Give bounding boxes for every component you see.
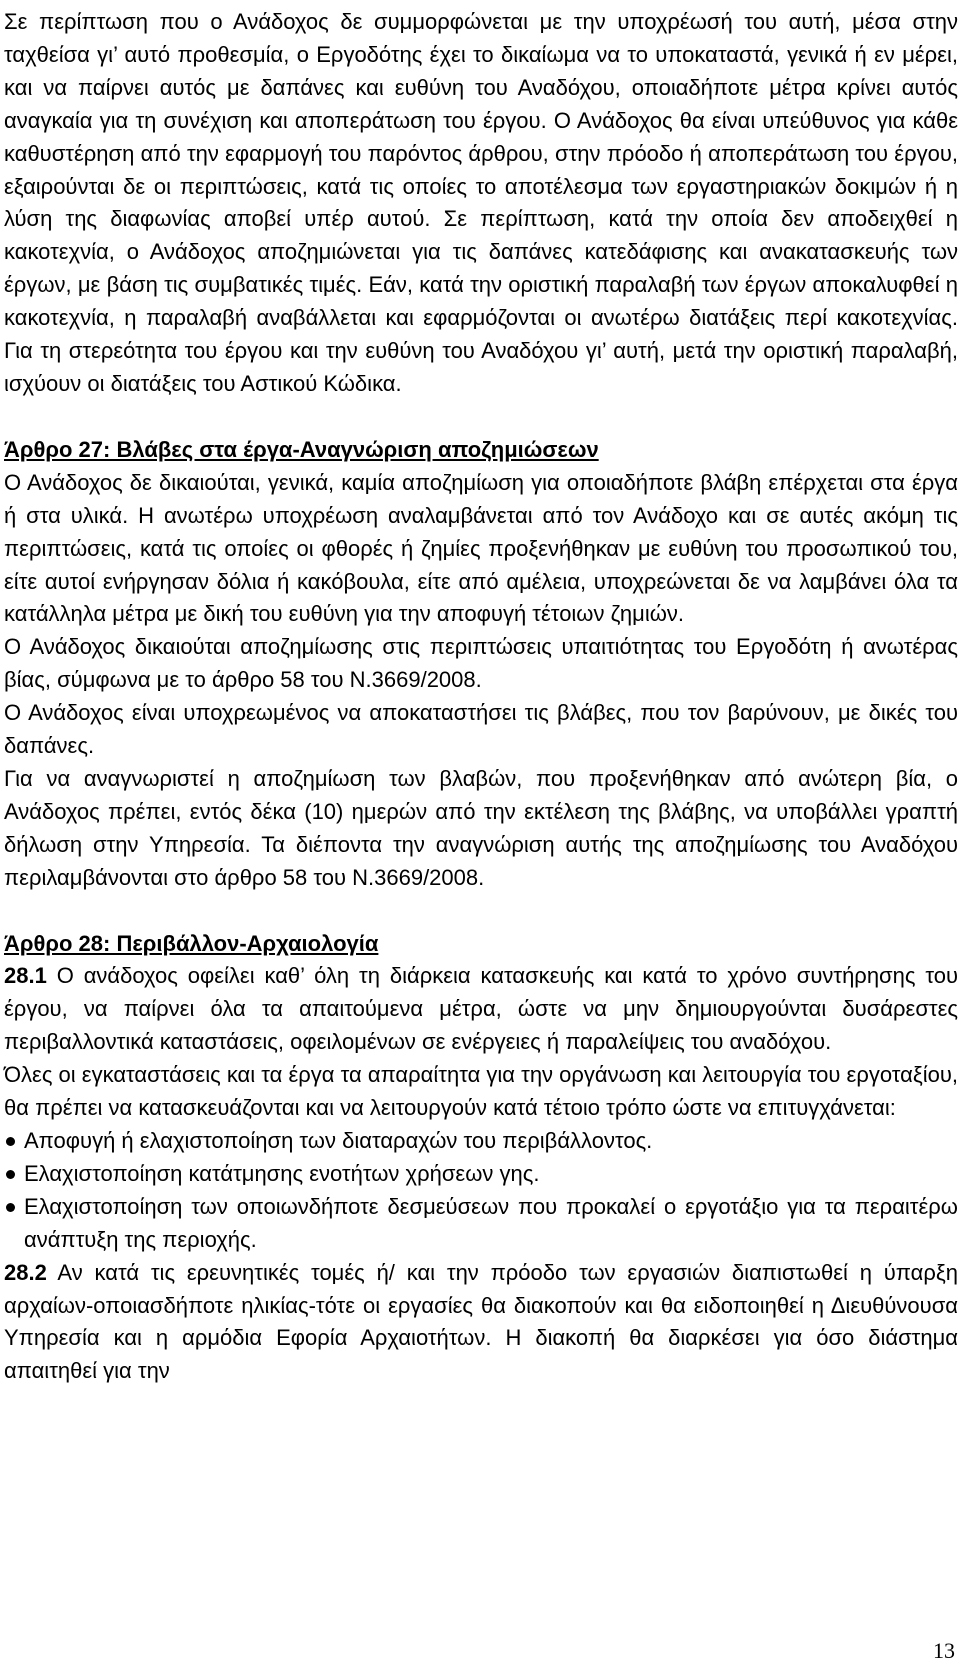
bullet-icon: [6, 1170, 15, 1179]
list-item-text: Ελαχιστοποίηση των οποιωνδήποτε δεσμεύσεων που προκαλεί ο εργοτάξιο για τα περαιτέρω ανάπτυξη της περιοχής.: [24, 1193, 958, 1252]
clause-text: Αν κατά τις ερευνητικές τομές ή/ και την πρόοδο των εργασιών διαπιστωθεί η ύπαρξη αρχαίων-οποιασδήποτε ηλικίας-τότε οι εργασίες θα διακοπούν και θα ειδοποιηθεί η Διευθύνουσα Υπηρεσία και η αρμόδια Εφορία Αρχαιοτήτων. Η διακοπή θα διαρκέσει για όσο διάστημα απαιτηθεί για την: [4, 1259, 958, 1384]
article-28-heading: Άρθρο 28: Περιβάλλον-Αρχαιολογία: [4, 930, 379, 956]
clause-number: 28.2: [4, 1259, 47, 1285]
article-27-paragraph-2: Ο Ανάδοχος δικαιούται αποζημίωσης στις περιπτώσεις υπαιτιότητας του Εργοδότη ή ανωτέρας βίας, σύμφωνα με το άρθρο 58 του Ν.3669/2008.: [4, 634, 958, 693]
list-item: [4, 1191, 958, 1257]
article-28-paragraph-2: Όλες οι εγκαταστάσεις και τα έργα τα απαραίτητα για την οργάνωση και λειτουργία του εργοταξίου, θα πρέπει να κατασκευάζονται και να λειτουργούν κατά τέτοιο τρόπο ώστε να επιτυγχάνεται:: [4, 1062, 958, 1121]
clause-text: Ο ανάδοχος οφείλει καθ’ όλη τη διάρκεια κατασκευής και κατά το χρόνο συντήρησης του έργου, να παίρνει όλα τα απαιτούμενα μέτρα, ώστε να μην δημιουργούνται δυσάρεστες περιβαλλοντικά καταστάσεις, οφειλομένων σε ενέργειες ή παραλείψεις του αναδόχου.: [4, 963, 958, 1055]
article-28-paragraph-1: [4, 960, 958, 1059]
list-item-text: Ελαχιστοποίηση κατάτμησης ενοτήτων χρήσεων γης.: [24, 1160, 540, 1186]
article-27-heading: Άρθρο 27: Βλάβες στα έργα-Αναγνώριση αποζημιώσεων: [4, 436, 599, 462]
document-page: [4, 6, 958, 1388]
list-item-text: Αποφυγή ή ελαχιστοποίηση των διαταραχών του περιβάλλοντος.: [24, 1128, 653, 1153]
article-27-paragraph-1: Ο Ανάδοχος δε δικαιούται, γενικά, καμία αποζημίωση για οποιαδήποτε βλάβη επέρχεται στα έργα ή στα υλικά. Η ανωτέρω υποχρέωση αναλαμβάνεται από τον Ανάδοχο και σε αυτές ακόμη τις περιπτώσεις, κατά τις οποίες οι φθορές ή ζημίες προξενήθηκαν με ευθύνη του προσωπικού του, είτε αυτοί ενήργησαν δόλια ή κακόβουλα, είτε από αμέλεια, υποχρεώνεται δε να λαμβάνει όλα τα κατάλληλα μέτρα με δική του ευθύνη για την αποφυγή τέτοιων ζημιών.: [4, 469, 958, 627]
list-item: [4, 1158, 958, 1191]
page-number: 13: [933, 1638, 955, 1663]
bullet-icon: [6, 1137, 15, 1146]
article-27-paragraph-4: Για να αναγνωριστεί η αποζημίωση των βλαβών, που προξενήθηκαν από ανώτερη βία, ο Ανάδοχος πρέπει, εντός δέκα (10) ημερών από την εκτέλεση της βλάβης, να υποβάλλει γραπτή δήλωση στην Υπηρεσία. Τα διέποντα την αναγνώριση αυτής της αποζημίωσης του Αναδόχου περιλαμβάνονται στο άρθρο 58 του Ν.3669/2008.: [4, 765, 958, 890]
article-27-paragraph-3: Ο Ανάδοχος είναι υποχρεωμένος να αποκαταστήσει τις βλάβες, που τον βαρύνουν, με δικές του δαπάνες.: [4, 700, 958, 759]
list-item: [4, 1125, 958, 1158]
body-paragraph: Σε περίπτωση που ο Ανάδοχος δε συμμορφώνεται με την υποχρέωσή του αυτή, μέσα στην ταχθείσα γι’ αυτό προθεσμία, ο Εργοδότης έχει το δικαίωμα να το υποκαταστά, γενικά ή εν μέρει, και να παίρνει αυτός με δαπάνες και ευθύνη του Αναδόχου, οποιαδήποτε μέτρα κρίνει αυτός αναγκαία για τη συνέχιση και αποπεράτωση του έργου. Ο Ανάδοχος θα είναι υπεύθυνος για κάθε καθυστέρηση από την εφαρμογή του παρόντος άρθρου, στην πρόοδο ή αποπεράτωση του έργου, εξαιρούνται δε οι περιπτώσεις, κατά τις οποίες το αποτέλεσμα των εργαστηριακών δοκιμών ή η λύση της διαφωνίας αποβεί υπέρ αυτού. Σε περίπτωση, κατά την οποία δεν αποδειχθεί η κακοτεχνία, ο Ανάδοχος αποζημιώνεται για τις δαπάνες κατεδάφισης και ανακατασκευής των έργων, με βάση τις συμβατικές τιμές. Εάν, κατά την οριστική παραλαβή των έργων αποκαλυφθεί η κακοτεχνία, η παραλαβή αναβάλλεται και εφαρμόζονται οι ανωτέρω διατάξεις περί κακοτεχνίας. Για τη στερεότητα του έργου και την ευθύνη του Αναδόχου γι’ αυτή, μετά την οριστική παραλαβή, ισχύουν οι διατάξεις του Αστικού Κώδικα.: [4, 9, 958, 396]
bullet-list: [4, 1125, 958, 1257]
bullet-icon: [6, 1203, 15, 1212]
clause-number: 28.1: [4, 963, 47, 989]
article-28-paragraph-3: [4, 1257, 958, 1389]
